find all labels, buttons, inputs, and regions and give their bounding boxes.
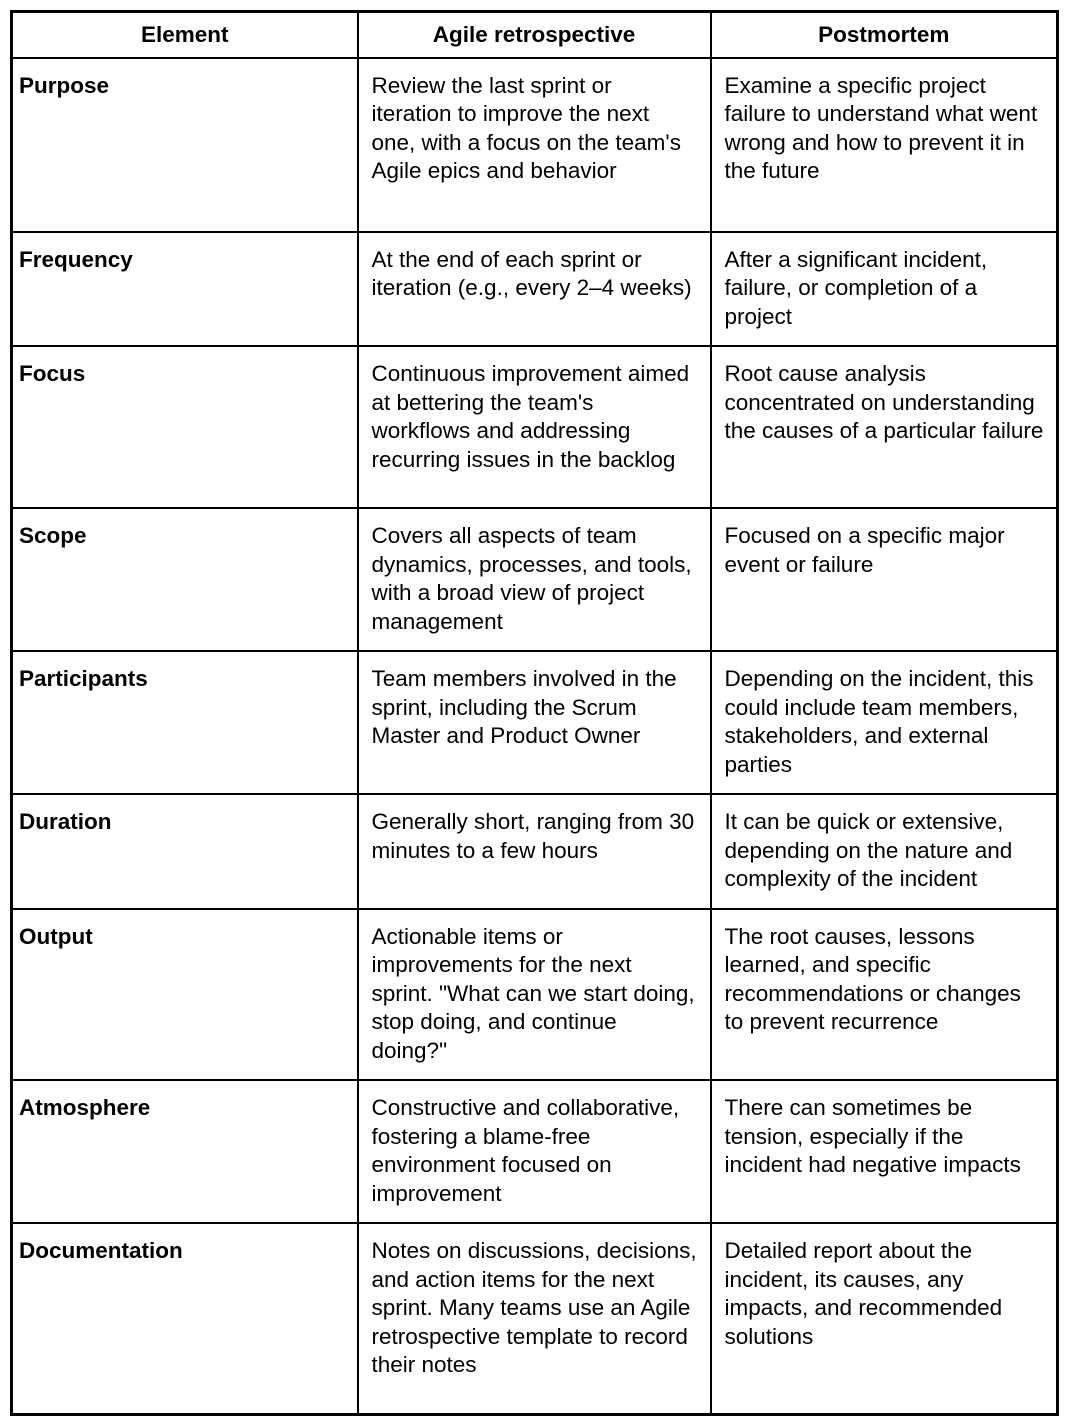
agile-cell: Team members involved in the sprint, including the Scrum Master and Product Owner	[358, 651, 711, 794]
table-body	[12, 58, 1058, 1415]
element-cell: Duration	[12, 794, 358, 909]
postmortem-cell: Root cause analysis concentrated on understanding the causes of a particular failure	[711, 346, 1058, 508]
table-row-participants	[12, 651, 1058, 794]
element-cell: Documentation	[12, 1223, 358, 1414]
agile-cell: Actionable items or improvements for the next sprint. "What can we start doing, stop doing, and continue doing?"	[358, 909, 711, 1081]
element-cell: Scope	[12, 508, 358, 651]
agile-cell: Notes on discussions, decisions, and action items for the next sprint. Many teams use an Agile retrospective template to record their notes	[358, 1223, 711, 1414]
postmortem-cell: Depending on the incident, this could include team members, stakeholders, and external parties	[711, 651, 1058, 794]
table-row-purpose	[12, 58, 1058, 232]
postmortem-cell: Focused on a specific major event or failure	[711, 508, 1058, 651]
element-cell: Atmosphere	[12, 1080, 358, 1223]
table-row-documentation	[12, 1223, 1058, 1414]
agile-cell: Covers all aspects of team dynamics, processes, and tools, with a broad view of project management	[358, 508, 711, 651]
element-cell: Output	[12, 909, 358, 1081]
postmortem-cell: There can sometimes be tension, especially if the incident had negative impacts	[711, 1080, 1058, 1223]
comparison-table	[10, 10, 1059, 1416]
agile-cell: At the end of each sprint or iteration (e.g., every 2–4 weeks)	[358, 232, 711, 347]
table-row-atmosphere	[12, 1080, 1058, 1223]
element-cell: Purpose	[12, 58, 358, 232]
postmortem-cell: Detailed report about the incident, its causes, any impacts, and recommended solutions	[711, 1223, 1058, 1414]
table-row-duration	[12, 794, 1058, 909]
element-cell: Participants	[12, 651, 358, 794]
postmortem-cell: Examine a specific project failure to understand what went wrong and how to prevent it in the future	[711, 58, 1058, 232]
table-row-focus	[12, 346, 1058, 508]
table-header	[12, 12, 1058, 58]
table-row-frequency	[12, 232, 1058, 347]
header-row	[12, 12, 1058, 58]
column-header-postmortem: Postmortem	[711, 12, 1058, 58]
element-cell: Frequency	[12, 232, 358, 347]
postmortem-cell: It can be quick or extensive, depending on the nature and complexity of the incident	[711, 794, 1058, 909]
agile-cell: Constructive and collaborative, fostering a blame-free environment focused on improvement	[358, 1080, 711, 1223]
postmortem-cell: The root causes, lessons learned, and specific recommendations or changes to prevent recurrence	[711, 909, 1058, 1081]
column-header-agile-retrospective: Agile retrospective	[358, 12, 711, 58]
table-row-output	[12, 909, 1058, 1081]
agile-cell: Review the last sprint or iteration to improve the next one, with a focus on the team's Agile epics and behavior	[358, 58, 711, 232]
postmortem-cell: After a significant incident, failure, or completion of a project	[711, 232, 1058, 347]
table-row-scope	[12, 508, 1058, 651]
element-cell: Focus	[12, 346, 358, 508]
column-header-element: Element	[12, 12, 358, 58]
agile-cell: Generally short, ranging from 30 minutes to a few hours	[358, 794, 711, 909]
agile-cell: Continuous improvement aimed at bettering the team's workflows and addressing recurring issues in the backlog	[358, 346, 711, 508]
